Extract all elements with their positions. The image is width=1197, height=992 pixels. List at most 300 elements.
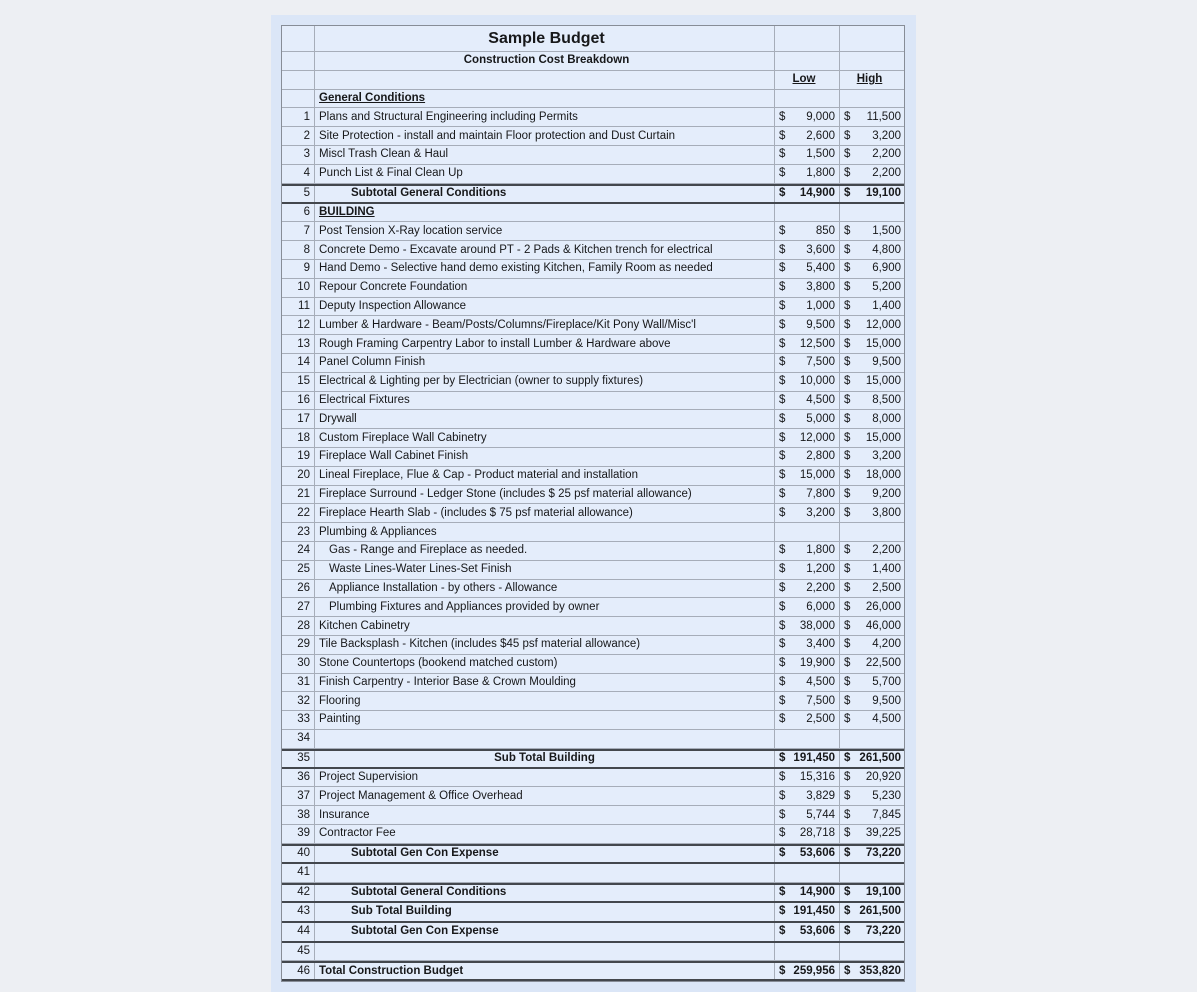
table-row (282, 655, 904, 674)
description-text: Lumber & Hardware - Beam/Posts/Columns/Fireplace/Kit Pony Wall/Misc'l (319, 318, 696, 331)
high-amount: 5,230 (872, 789, 901, 802)
row-number-cell: 38 (282, 806, 315, 824)
low-value-cell (775, 186, 840, 202)
table-row (282, 943, 904, 962)
high-amount: 26,000 (865, 600, 901, 613)
high-amount: 3,800 (872, 506, 901, 519)
column-header-row (282, 71, 904, 90)
high-value-cell (840, 692, 905, 710)
high-value-cell (840, 580, 905, 598)
table-row (282, 184, 904, 204)
low-amount: 1,800 (806, 544, 835, 557)
dollar-sign: $ (779, 847, 786, 860)
high-value-cell (840, 636, 905, 654)
dollar-sign: $ (844, 337, 851, 350)
row-number-cell: 7 (282, 222, 315, 240)
dollar-sign: $ (844, 281, 851, 294)
description-cell (315, 260, 775, 278)
table-row (282, 636, 904, 655)
row-number-cell: 9 (282, 260, 315, 278)
description-text: Repour Concrete Foundation (319, 281, 468, 294)
dollar-sign: $ (779, 581, 786, 594)
high-amount: 15,000 (865, 431, 901, 444)
dollar-sign: $ (844, 431, 851, 444)
low-value-cell (775, 448, 840, 466)
dollar-sign: $ (844, 243, 851, 256)
description-text: Waste Lines-Water Lines-Set Finish (329, 563, 512, 576)
low-amount: 7,500 (806, 694, 835, 707)
low-column-header (775, 71, 840, 89)
low-amount: 7,800 (806, 487, 835, 500)
dollar-sign: $ (844, 752, 851, 765)
description-cell (315, 598, 775, 616)
dollar-sign: $ (779, 886, 786, 899)
description-cell (315, 963, 775, 979)
dollar-sign: $ (779, 789, 786, 802)
low-value-cell (775, 467, 840, 485)
high-value-cell (840, 186, 905, 202)
row-number-cell: 2 (282, 127, 315, 145)
description-cell (315, 127, 775, 145)
dollar-sign: $ (779, 412, 786, 425)
row-number-cell: 31 (282, 674, 315, 692)
dollar-sign: $ (779, 925, 786, 938)
row-number-cell: 28 (282, 617, 315, 635)
dollar-sign: $ (844, 487, 851, 500)
row-number-cell: 13 (282, 335, 315, 353)
description-text: Rough Framing Carpentry Labor to install Lumber & Hardware above (319, 337, 671, 350)
high-amount: 1,500 (872, 224, 901, 237)
dollar-sign: $ (779, 544, 786, 557)
dollar-sign: $ (844, 675, 851, 688)
low-amount: 15,316 (799, 771, 835, 784)
high-value-cell (840, 90, 905, 108)
low-value-cell (775, 825, 840, 843)
dollar-sign: $ (779, 638, 786, 651)
high-value-cell (840, 674, 905, 692)
table-row (282, 504, 904, 523)
description-text: Stone Countertops (bookend matched custom) (319, 657, 558, 670)
low-amount: 3,829 (806, 789, 835, 802)
row-number-cell: 25 (282, 561, 315, 579)
description-cell (315, 885, 775, 901)
high-amount: 39,225 (865, 827, 901, 840)
low-amount: 12,500 (799, 337, 835, 350)
low-value-cell (775, 846, 840, 862)
dollar-sign: $ (844, 964, 851, 977)
high-amount: 18,000 (865, 469, 901, 482)
low-amount: 5,400 (806, 262, 835, 275)
description-text: Finish Carpentry - Interior Base & Crown Moulding (319, 675, 576, 688)
table-row (282, 354, 904, 373)
high-value-cell (840, 260, 905, 278)
row-number-cell: 6 (282, 204, 315, 222)
description-cell (315, 354, 775, 372)
low-value-cell (775, 354, 840, 372)
table-row (282, 241, 904, 260)
low-value-cell (775, 165, 840, 183)
high-value-cell (840, 410, 905, 428)
dollar-sign: $ (779, 243, 786, 256)
table-row (282, 204, 904, 223)
table-row (282, 260, 904, 279)
dollar-sign: $ (844, 563, 851, 576)
high-value-cell (840, 108, 905, 126)
dollar-sign: $ (844, 224, 851, 237)
table-row (282, 279, 904, 298)
high-value-cell (840, 373, 905, 391)
low-amount: 3,400 (806, 638, 835, 651)
description-text: Contractor Fee (319, 827, 396, 840)
table-row (282, 467, 904, 486)
row-number-cell: 34 (282, 730, 315, 748)
dollar-sign: $ (779, 167, 786, 180)
high-value-cell (840, 222, 905, 240)
low-value-cell (775, 316, 840, 334)
description-cell (315, 241, 775, 259)
high-amount: 1,400 (872, 299, 901, 312)
dollar-sign: $ (844, 694, 851, 707)
table-row (282, 316, 904, 335)
low-amount: 38,000 (799, 619, 835, 632)
high-value-cell (840, 52, 905, 70)
table-row (282, 165, 904, 184)
low-amount: 28,718 (799, 827, 835, 840)
subtitle-row (282, 52, 904, 71)
description-cell (315, 542, 775, 560)
low-value-cell (775, 598, 840, 616)
dollar-sign: $ (779, 808, 786, 821)
description-cell (315, 429, 775, 447)
low-value-cell (775, 373, 840, 391)
high-header-label: High (856, 73, 883, 86)
low-value-cell (775, 90, 840, 108)
table-row (282, 580, 904, 599)
row-number-cell: 27 (282, 598, 315, 616)
low-value-cell (775, 636, 840, 654)
high-value-cell (840, 298, 905, 316)
row-number-cell: 32 (282, 692, 315, 710)
high-value-cell (840, 486, 905, 504)
description-cell (315, 711, 775, 729)
high-value-cell (840, 279, 905, 297)
dollar-sign: $ (779, 393, 786, 406)
dollar-sign: $ (779, 375, 786, 388)
page-title: Sample Budget (488, 30, 605, 47)
description-text: General Conditions (319, 91, 426, 104)
dollar-sign: $ (779, 563, 786, 576)
rows (282, 90, 904, 982)
description-text: Plumbing Fixtures and Appliances provided by owner (329, 600, 600, 613)
low-amount: 191,450 (793, 905, 835, 918)
dollar-sign: $ (779, 469, 786, 482)
row-number-cell: 41 (282, 864, 315, 882)
table-row (282, 903, 904, 923)
high-amount: 8,000 (872, 412, 901, 425)
high-amount: 22,500 (865, 657, 901, 670)
high-value-cell (840, 825, 905, 843)
row-number-cell: 24 (282, 542, 315, 560)
description-text: Subtotal General Conditions (351, 187, 507, 200)
low-amount: 15,000 (799, 469, 835, 482)
description-cell (315, 108, 775, 126)
high-amount: 5,200 (872, 281, 901, 294)
high-amount: 5,700 (872, 675, 901, 688)
low-value-cell (775, 561, 840, 579)
description-text: Plumbing & Appliances (319, 525, 437, 538)
description-cell (315, 165, 775, 183)
table-row (282, 373, 904, 392)
low-amount: 2,500 (806, 713, 835, 726)
high-value-cell (840, 448, 905, 466)
high-value-cell (840, 846, 905, 862)
low-amount: 9,500 (806, 318, 835, 331)
dollar-sign: $ (844, 299, 851, 312)
high-amount: 19,100 (865, 886, 901, 899)
dollar-sign: $ (844, 506, 851, 519)
high-value-cell (840, 903, 905, 921)
low-value-cell (775, 806, 840, 824)
table-row (282, 617, 904, 636)
high-value-cell (840, 26, 905, 51)
row-number-cell: 14 (282, 354, 315, 372)
high-amount: 8,500 (872, 393, 901, 406)
low-value-cell (775, 885, 840, 901)
description-cell (315, 806, 775, 824)
description-text: Gas - Range and Fireplace as needed. (329, 544, 528, 557)
dollar-sign: $ (779, 600, 786, 613)
high-amount: 4,500 (872, 713, 901, 726)
dollar-sign: $ (844, 581, 851, 594)
high-amount: 12,000 (865, 318, 901, 331)
high-amount: 4,800 (872, 243, 901, 256)
low-value-cell (775, 674, 840, 692)
low-amount: 14,900 (799, 886, 835, 899)
description-text: Electrical Fixtures (319, 393, 410, 406)
high-value-cell (840, 429, 905, 447)
low-amount: 1,800 (806, 167, 835, 180)
table-row (282, 844, 904, 864)
description-text: Custom Fireplace Wall Cabinetry (319, 431, 487, 444)
dollar-sign: $ (844, 657, 851, 670)
budget-table (281, 25, 905, 982)
description-text: Deputy Inspection Allowance (319, 299, 467, 312)
high-value-cell (840, 354, 905, 372)
low-value-cell (775, 410, 840, 428)
high-column-header (840, 71, 905, 89)
low-amount: 2,600 (806, 129, 835, 142)
high-value-cell (840, 523, 905, 541)
table-row (282, 561, 904, 580)
low-amount: 12,000 (799, 431, 835, 444)
table-row (282, 825, 904, 844)
row-number-cell: 30 (282, 655, 315, 673)
table-row (282, 146, 904, 165)
dollar-sign: $ (844, 318, 851, 331)
high-amount: 3,200 (872, 129, 901, 142)
table-row (282, 923, 904, 943)
high-amount: 4,200 (872, 638, 901, 651)
dollar-sign: $ (844, 110, 851, 123)
low-value-cell (775, 335, 840, 353)
low-amount: 1,000 (806, 299, 835, 312)
low-amount: 850 (815, 224, 835, 237)
table-row (282, 961, 904, 981)
row-number-cell (282, 71, 315, 89)
high-value-cell (840, 806, 905, 824)
description-cell (315, 923, 775, 941)
low-value-cell (775, 730, 840, 748)
table-row (282, 883, 904, 903)
high-amount: 11,500 (866, 110, 901, 123)
low-value-cell (775, 222, 840, 240)
low-amount: 3,600 (806, 243, 835, 256)
description-text: BUILDING (319, 205, 375, 218)
table-row (282, 486, 904, 505)
high-value-cell (840, 769, 905, 787)
high-value-cell (840, 542, 905, 560)
description-text: Fireplace Surround - Ledger Stone (includes $ 25 psf material allowance) (319, 487, 692, 500)
title-cell (315, 26, 775, 51)
high-amount: 353,820 (859, 964, 901, 977)
description-cell (315, 279, 775, 297)
low-value-cell (775, 146, 840, 164)
row-number-cell: 10 (282, 279, 315, 297)
description-text: Post Tension X-Ray location service (319, 224, 503, 237)
dollar-sign: $ (779, 148, 786, 161)
description-text: Lineal Fireplace, Flue & Cap - Product material and installation (319, 469, 638, 482)
high-value-cell (840, 127, 905, 145)
row-number-cell: 36 (282, 769, 315, 787)
high-value-cell (840, 146, 905, 164)
dollar-sign: $ (779, 964, 786, 977)
description-cell (315, 769, 775, 787)
description-cell (315, 373, 775, 391)
high-value-cell (840, 335, 905, 353)
description-cell (315, 674, 775, 692)
high-value-cell (840, 392, 905, 410)
row-number-cell: 16 (282, 392, 315, 410)
dollar-sign: $ (844, 393, 851, 406)
dollar-sign: $ (844, 187, 851, 200)
description-cell (315, 903, 775, 921)
table-row (282, 108, 904, 127)
high-amount: 1,400 (872, 563, 901, 576)
row-number-cell: 20 (282, 467, 315, 485)
table-row (282, 90, 904, 109)
description-cell (315, 523, 775, 541)
dollar-sign: $ (844, 789, 851, 802)
high-value-cell (840, 617, 905, 635)
dollar-sign: $ (779, 356, 786, 369)
high-amount: 261,500 (859, 752, 901, 765)
high-amount: 2,200 (872, 148, 901, 161)
low-amount: 7,500 (806, 356, 835, 369)
table-row (282, 769, 904, 788)
table-row (282, 730, 904, 749)
description-cell (315, 486, 775, 504)
high-value-cell (840, 241, 905, 259)
low-amount: 6,000 (806, 600, 835, 613)
row-number-cell: 18 (282, 429, 315, 447)
table-row (282, 692, 904, 711)
dollar-sign: $ (779, 450, 786, 463)
description-text: Fireplace Wall Cabinet Finish (319, 450, 469, 463)
dollar-sign: $ (844, 600, 851, 613)
description-text: Insurance (319, 808, 370, 821)
row-number-cell: 35 (282, 751, 315, 767)
low-value-cell (775, 392, 840, 410)
high-value-cell (840, 943, 905, 961)
high-amount: 73,220 (865, 847, 901, 860)
dollar-sign: $ (844, 544, 851, 557)
row-number-cell: 44 (282, 923, 315, 941)
description-cell (315, 335, 775, 353)
table-row (282, 222, 904, 241)
high-amount: 3,200 (872, 450, 901, 463)
dollar-sign: $ (844, 771, 851, 784)
description-text: Flooring (319, 694, 361, 707)
dollar-sign: $ (844, 638, 851, 651)
low-amount: 5,744 (806, 808, 835, 821)
low-value-cell (775, 52, 840, 70)
description-text: Subtotal Gen Con Expense (351, 847, 499, 860)
description-cell (315, 504, 775, 522)
low-amount: 4,500 (806, 675, 835, 688)
table-row (282, 864, 904, 883)
high-amount: 9,500 (872, 694, 901, 707)
description-cell (315, 730, 775, 748)
dollar-sign: $ (844, 827, 851, 840)
high-amount: 6,900 (872, 262, 901, 275)
low-amount: 2,200 (806, 581, 835, 594)
high-value-cell (840, 711, 905, 729)
dollar-sign: $ (844, 167, 851, 180)
description-text: Site Protection - install and maintain Floor protection and Dust Curtain (319, 129, 676, 142)
high-value-cell (840, 730, 905, 748)
table-row (282, 523, 904, 542)
description-header-cell (315, 71, 775, 89)
table-row (282, 298, 904, 317)
table-row (282, 674, 904, 693)
table-row (282, 711, 904, 730)
description-cell (315, 561, 775, 579)
row-number-cell: 29 (282, 636, 315, 654)
high-value-cell (840, 598, 905, 616)
description-cell (315, 692, 775, 710)
high-value-cell (840, 165, 905, 183)
subtitle-cell (315, 52, 775, 70)
description-cell (315, 655, 775, 673)
high-value-cell (840, 561, 905, 579)
description-cell (315, 467, 775, 485)
high-value-cell (840, 751, 905, 767)
low-value-cell (775, 692, 840, 710)
description-cell (315, 90, 775, 108)
dollar-sign: $ (779, 905, 786, 918)
low-amount: 259,956 (793, 964, 835, 977)
table-row (282, 410, 904, 429)
description-text: Fireplace Hearth Slab - (includes $ 75 psf material allowance) (319, 506, 633, 519)
low-value-cell (775, 864, 840, 882)
row-number-cell: 39 (282, 825, 315, 843)
title-row (282, 26, 904, 52)
row-number-cell: 21 (282, 486, 315, 504)
row-number-cell: 19 (282, 448, 315, 466)
description-text: Plans and Structural Engineering including Permits (319, 110, 578, 123)
dollar-sign: $ (844, 713, 851, 726)
description-cell (315, 316, 775, 334)
